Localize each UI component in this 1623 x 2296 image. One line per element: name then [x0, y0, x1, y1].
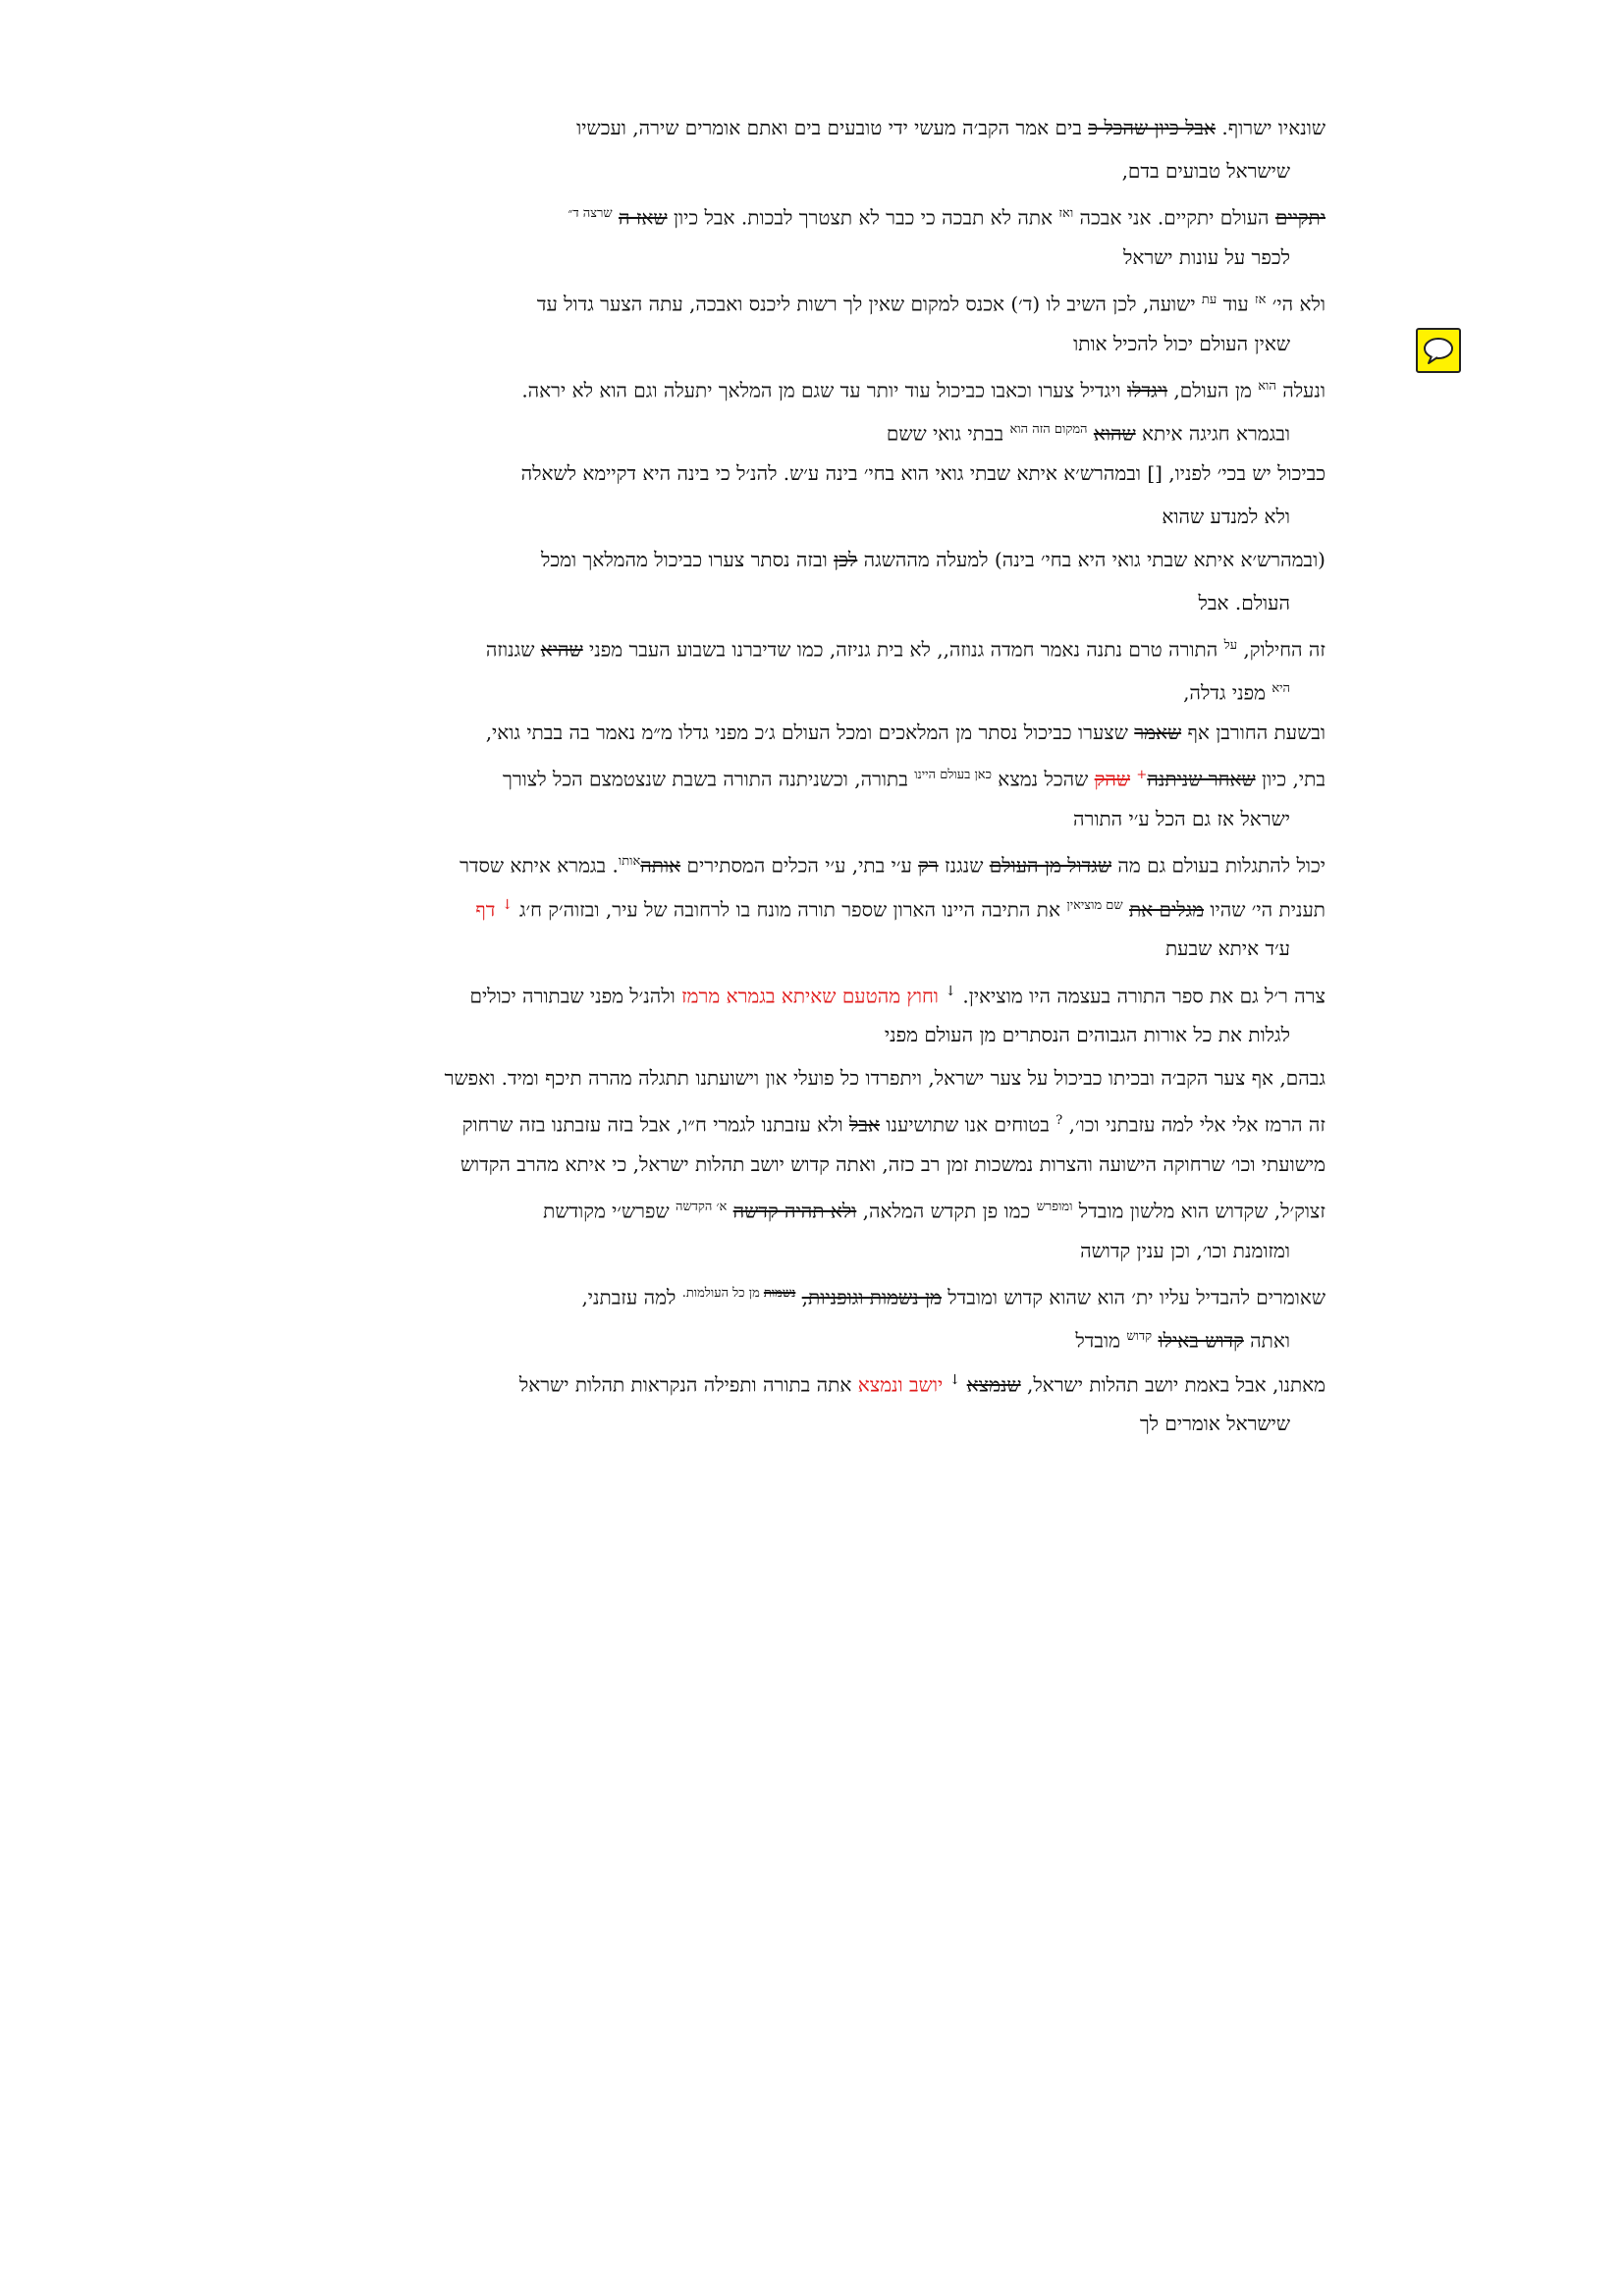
arrow-down-icon: ↓	[948, 1372, 961, 1388]
strikethrough-text: רק	[918, 853, 939, 878]
superscript-insert: אותו	[618, 854, 641, 869]
text-line: (ובמהרש׳א איתא שבתי גואי היא בחי׳ בינה) למעלה מההשגה לכן ובזה נסתר צערו כביכול מהמלאך ומכל	[541, 548, 1325, 571]
strikethrough-text: לכן	[834, 548, 858, 571]
superscript-insert: אז	[1255, 293, 1267, 307]
superscript-insert: ?	[1055, 1113, 1063, 1128]
text-line: זצוק׳ל, שקדוש הוא מלשון מובדל $^{ומופרש}$ כמו פן תקדש המלאה, ולא תהיה קדשה $^{א׳ הקדשה}$ שפרש׳י מקודשת	[543, 1199, 1325, 1223]
superscript-insert: הוא	[1258, 379, 1276, 394]
text-line: ולא הי׳ $^{אז}$ עוד $^{עת}$ ישועה, לכן השיב לו (ד׳) אכנס למקום שאין לך רשות ליכנס ואבכה, עתה הצער גדול עד	[536, 292, 1325, 316]
text-line: זה הרמז אלי אלי למה עזבתני וכו׳, ? בטוחים אנו שתושיענו אבל ולא עזבתנו לגמרי ח״ו, אבל בזה עזבתנו בזה שרחוק	[461, 1112, 1325, 1137]
text-line: ומזומנת וכו׳, וכן ענין קדושה	[1080, 1239, 1290, 1262]
comment-icon[interactable]	[1416, 328, 1461, 373]
strikethrough-text: שנמצא	[966, 1372, 1021, 1397]
strikethrough-text: שאז ה	[618, 205, 668, 230]
text-line: $^{היא}$ מפני גדלה,	[1183, 680, 1290, 705]
text-line: ולא למנדע שהוא	[1162, 505, 1290, 528]
superscript-insert: א׳ הקדשה	[676, 1200, 728, 1214]
strikethrough-text: אבל	[849, 1112, 880, 1137]
superscript-insert: ומופרש	[1036, 1200, 1073, 1214]
text-line: לכפר על עונות ישראל	[1122, 245, 1290, 269]
text-line: שאומרים להבדיל עליו ית׳ הוא שהוא קדוש ומובדל מן נשמות וגופניות, $^{נשמות}$ $^{מן כל העולמות.}$ למה עזבתני,	[581, 1285, 1325, 1309]
text-line: בתי, כיון שאחר שניתנה+ שהק שהכל נמצא $^{כאן בעולם היינו}$ בתורה, וכשניתנה התורה בשבת שנצטמצם הכל לצורך	[503, 767, 1325, 791]
strikethrough-text: שהק	[1094, 767, 1131, 791]
strikethrough-text: מגלים את	[1128, 897, 1205, 922]
text-line: שונאיו ישרוף. אבל כיון שהכל כ בים אמר הקב׳ה מעשי ידי טובעים בים ואתם אומרים שירה, ועכשיו	[576, 116, 1325, 139]
strikethrough-text: יתקיים	[1274, 205, 1325, 230]
strikethrough-text: מן נשמות וגופניות,	[801, 1285, 942, 1309]
strikethrough-text: שגדול מן העולם	[989, 853, 1112, 878]
insert-mark: +	[1136, 768, 1148, 782]
text-line: יתקיים העולם יתקיים. אני אבכה $^{ואז}$ אתה לא תבכה כי כבר לא תצטרך לבכות. אבל כיון שאז ה $^{שרצה ד״}$	[568, 205, 1325, 230]
red-annotation: יושב ונמצא	[857, 1372, 944, 1397]
text-line: ישראל אז גם הכל ע׳י התורה	[1073, 807, 1290, 830]
text-line: ובגמרא חגיגה איתא שהוא $^{המקום הזה הוא}$ בבתי גואי ששם	[886, 421, 1290, 446]
red-annotation: וחוץ מהטעם שאיתא בגמרא מרמז	[681, 984, 939, 1008]
superscript-insert: שרצה ד״	[568, 206, 613, 221]
text-line: זה החילוק, $^{על}$ התורה טרם נתנה נאמר חמדה גנוזה,, לא בית גניזה, כמו שדיברנו בשבוע העבר מפני שהיא שגנוזה	[485, 637, 1325, 662]
text-line: שישראל אומרים לך	[1139, 1412, 1290, 1435]
strikethrough-text: ויגדלו	[1127, 378, 1168, 402]
strikethrough-text: שהיא	[540, 637, 583, 662]
red-annotation: דף	[475, 897, 496, 922]
superscript-insert: היא	[1271, 681, 1290, 696]
text-line: ונעלה $^{הוא}$ מן העולם, ויגדלו ויגדיל צערו וכאבו כביכול עוד יותר עד שגם מן המלאך יתעלה וגם הוא לא יראה.	[521, 378, 1325, 402]
text-line: כביכול יש בכי׳ לפניו, [] ובמהרש׳א איתא שבתי גואי הוא בחי׳ בינה ע׳ש. להנ׳ל כי בינה היא דקיימא לשאלה	[520, 461, 1325, 485]
superscript-insert: המקום הזה הוא	[1009, 422, 1088, 437]
text-line: ע׳ד איתא שבעת	[1164, 936, 1290, 960]
text-line: לגלות את כל אורות הגבוהים הנסתרים מן העולם מפני	[884, 1023, 1290, 1046]
text-line: שישראל טבועים בדם,	[1121, 159, 1290, 183]
superscript-insert: מן כל העולמות.	[681, 1286, 764, 1301]
text-line: מאתנו, אבל באמת יושב תהלות ישראל, שנמצא ↓ יושב ונמצא אתה בתורה ותפילה הנקראות תהלות ישראל	[518, 1372, 1325, 1397]
superscript-insert: על	[1223, 638, 1238, 653]
strikethrough-text: ולא תהיה קדשה	[732, 1199, 857, 1223]
strikethrough-text: נשמות	[763, 1286, 796, 1301]
strikethrough-text: שהוא	[1093, 421, 1136, 446]
text-line: ואתה קדוש באילו $^{קדוש}$ מובדל	[1075, 1328, 1290, 1353]
superscript-insert: עת	[1201, 293, 1217, 307]
strikethrough-text: שאחר שניתנה	[1147, 767, 1256, 791]
strikethrough-text: קדוש באילו	[1158, 1328, 1244, 1353]
text-line: שאין העולם יכול להכיל אותו	[1073, 332, 1290, 355]
superscript-insert: ואז	[1058, 206, 1074, 221]
strikethrough-text: שאמר	[1134, 721, 1182, 744]
arrow-down-icon: ↓	[501, 897, 514, 913]
text-line: גבהם, אף צער הקב׳ה ובכיתו כביכול על צער ישראל, ויתפרדו כל פועלי און וישועתנו תתגלה מהרה תיכף ומיד. ואפשר	[444, 1066, 1325, 1090]
text-line: צרה ר׳ל גם את ספר התורה בעצמה היו מוציאין. ↓ וחוץ מהטעם שאיתא בגמרא מרמז ולהנ׳ל מפני שבתורה יכולים	[469, 984, 1325, 1008]
arrow-down-icon: ↓	[945, 984, 956, 999]
text-line: העולם. אבל	[1198, 591, 1290, 614]
text-line: ובשעת החורבן אף שאמר שצערו כביכול נסתר מן המלאכים ומכל העולם ג׳כ מפני גדלו מ״מ נאמר בה בבתי גואי,	[485, 721, 1325, 744]
strikethrough-text: אותה	[640, 853, 681, 878]
text-block	[314, 106, 1325, 1445]
superscript-insert: קדוש	[1126, 1329, 1153, 1344]
text-line: מישועתי וכו׳ שרחוקה הישועה והצרות נמשכות זמן רב כזה, ואתה קדוש יושב תהלות ישראל, כי איתא מהרב הקדוש	[460, 1152, 1325, 1176]
superscript-insert: שם מוציאין	[1066, 898, 1123, 913]
superscript-insert: כאן בעולם היינו	[914, 768, 992, 782]
text-line: יכול להתגלות בעולם גם מה שגדול מן העולם שנגנז רק ע׳י בתי, ע׳י הכלים המסתירים אותה$^{אותו}$. בגמרא איתא שסדר	[460, 853, 1325, 878]
strikethrough-text: אבל כיון שהכל כ	[1088, 116, 1217, 139]
text-line: תענית הי׳ שהיו מגלים את $^{שם מוציאין}$ את התיבה היינו הארון שספר תורה מונח בו לרחובה של עיר, ובזוה׳ק ח׳ג ↓ דף	[475, 897, 1325, 922]
